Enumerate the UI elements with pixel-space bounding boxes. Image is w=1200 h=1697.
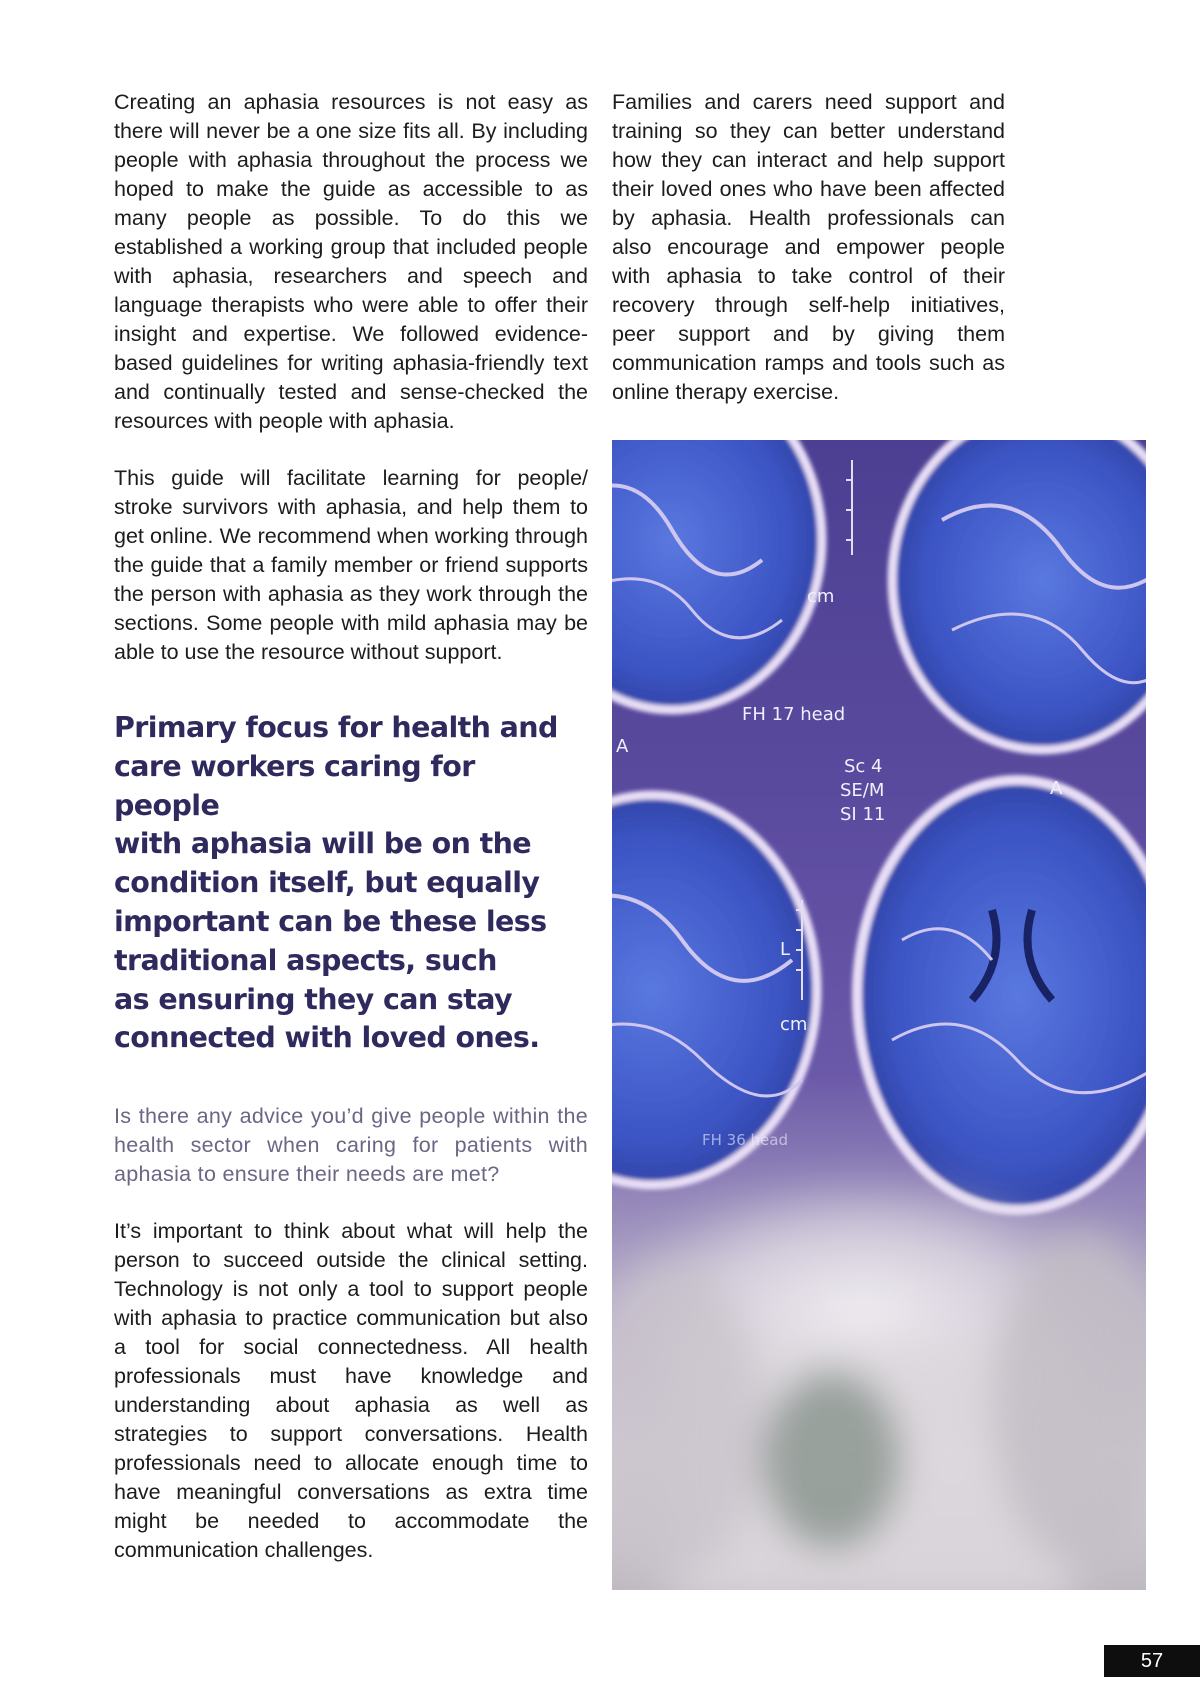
families-paragraph: Families and carers need support and training so they can better understand how they can interact and help support their loved ones who have been affected by aphasia. Health professionals can also encourage and empower people with aphasia to take control of their recovery through self-help initiatives, peer support and by giving them communication ramps and tools such as online therapy exercise.: [612, 90, 1005, 404]
pull-quote-line: with aphasia will be on the: [114, 827, 532, 861]
brain-slice-top-right: [892, 440, 1146, 750]
brain-slice-top-left: [612, 440, 822, 710]
pull-quote-line: condition itself, but equally: [114, 866, 540, 900]
pull-quote-line: care workers caring for people: [114, 749, 475, 822]
intro-paragraph: Creating an aphasia resources is not easy as there will never be a one size fits all. By including people with aphasia throughout the process we hoped to make the guide as accessible to as many people as possible. To do this we established a working group that included people with aphasia, researchers and speech and language therapists who were able to offer their insight and expertise. We followed evidence-based guidelines for writing aphasia-friendly text and continually tested and sense-checked the resources with people with aphasia.: [114, 90, 588, 433]
interview-answer: It’s important to think about what will help the person to succeed outside the clinical setting. Technology is not only a tool to support people with aphasia to practice communication but also a tool for social connectedness. All health professionals must have knowledge and understanding about aphasia as well as strategies to support conversations. Health professionals need to allocate enough time to have meaningful conversations as extra time might be needed to accommodate the communication challenges.: [114, 1219, 588, 1563]
brain-slice-mid-right: [857, 780, 1146, 1210]
scan-label-a-right: A: [1050, 778, 1063, 799]
brain-scan-image: [612, 440, 1146, 1590]
scan-label-a-left: A: [616, 736, 629, 757]
scan-label-fh: FH 17 head: [742, 704, 846, 725]
scan-label-fh-bottom: FH 36 head: [702, 1131, 788, 1149]
brain-scan-photo: [612, 440, 1146, 1590]
pull-quote-line: as ensuring they can stay: [114, 982, 513, 1016]
scan-label-cm-top: cm: [807, 586, 835, 607]
scan-label-si: SI 11: [840, 804, 886, 825]
page-number: 57: [1140, 1649, 1164, 1672]
interview-question: Is there any advice you’d give people within the health sector when caring for patients with aphasia to ensure their needs are met?: [114, 1104, 588, 1187]
pull-quote-line: Primary focus for health and: [114, 711, 558, 744]
pull-quote: [114, 709, 584, 1058]
right-column: [612, 88, 1005, 407]
pull-quote-line: important can be these less: [114, 904, 547, 938]
scan-label-se: SE/M: [840, 780, 885, 801]
page-number-badge: [1104, 1645, 1200, 1677]
pull-quote-line: connected with loved ones.: [114, 1021, 540, 1055]
brain-slice-mid-left: [612, 795, 817, 1185]
scan-label-sc: Sc 4: [844, 756, 883, 777]
scan-label-cm-mid: cm: [780, 1014, 808, 1035]
guide-paragraph: This guide will facilitate learning for people/ stroke survivors with aphasia, and help them to get online. We recommend when working through the guide that a family member or friend supports the person with aphasia as they work through the sections. Some people with mild aphasia may be able to use the resource without support.: [114, 466, 588, 664]
scan-label-l: L: [780, 939, 791, 960]
pull-quote-line: traditional aspects, such: [114, 943, 497, 977]
blurred-foreground-object: [612, 1170, 1146, 1590]
left-column: [114, 88, 588, 1565]
